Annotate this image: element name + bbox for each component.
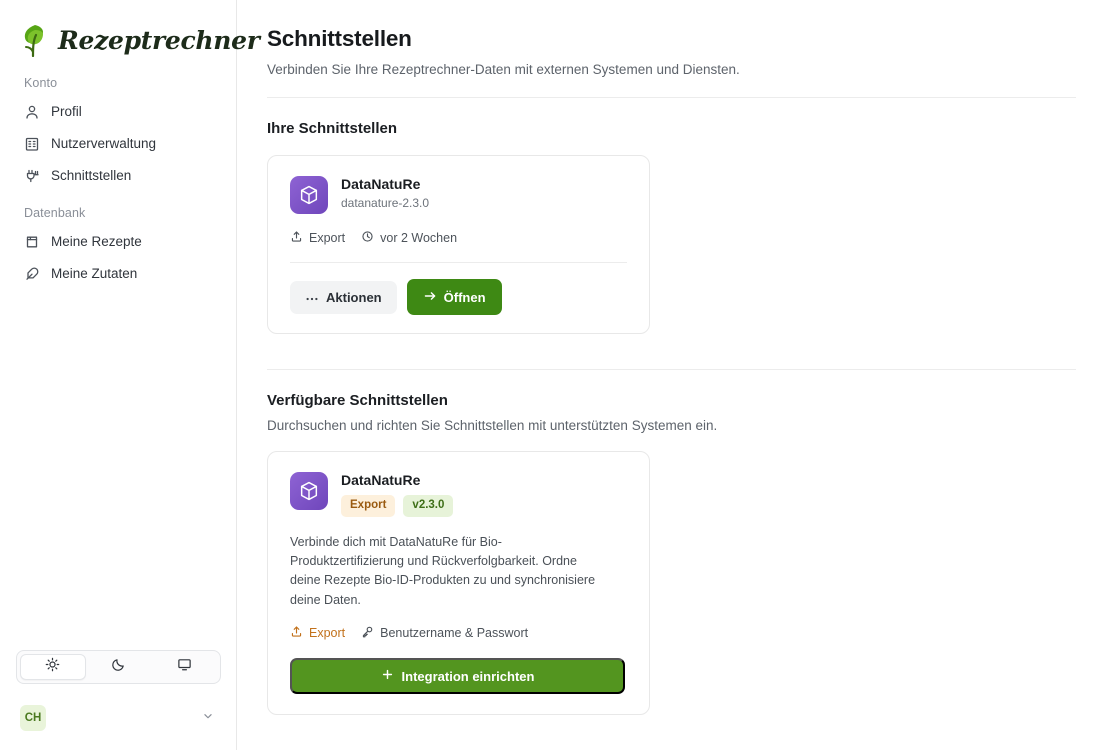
sidebar [0, 0, 260, 750]
available-section-title: Verfügbare Schnittstellen [267, 392, 448, 409]
leaf-logo-icon [20, 23, 50, 57]
sidebar-item-label: Nutzerverwaltung [51, 136, 157, 151]
header-divider [267, 97, 1076, 98]
sidebar-item-label: Meine Zutaten [51, 266, 138, 281]
meta-export-label: Export [309, 626, 346, 641]
sidebar-item-nutzerverwaltung[interactable] [0, 128, 236, 160]
installed-section-title: Ihre Schnittstellen [267, 120, 398, 137]
card-actions [290, 279, 627, 315]
ellipsis-icon [305, 291, 319, 304]
meta-auth [361, 625, 528, 641]
theme-option-system[interactable] [151, 654, 217, 680]
integration-version: datanature-2.3.0 [341, 196, 430, 210]
status-badge-version: v2.3.0 [403, 495, 453, 517]
plus-icon [381, 668, 394, 684]
installed-integration-card [267, 155, 650, 334]
sidebar-item-meine-rezepte[interactable] [0, 226, 236, 258]
cube-icon [290, 472, 328, 510]
arrow-right-icon [423, 289, 437, 305]
meta-export [290, 230, 345, 246]
sidebar-item-label: Schnittstellen [51, 168, 132, 183]
page-subtitle: Verbinden Sie Ihre Rezeptrechner-Daten mit externen Systemen und Diensten. [267, 62, 740, 77]
meta-export [290, 625, 345, 641]
integration-name: DataNatuRe [341, 176, 421, 192]
sidebar-item-label: Profil [51, 104, 82, 119]
main-content [237, 0, 1106, 750]
building-icon [24, 136, 40, 152]
sidebar-item-meine-zutaten[interactable] [0, 258, 236, 290]
theme-switcher[interactable] [16, 650, 221, 684]
card-divider [290, 262, 627, 263]
cube-icon [290, 176, 328, 214]
sidebar-section-datenbank-title: Datenbank [24, 206, 86, 220]
book-icon [24, 234, 40, 250]
sidebar-section-konto-title: Konto [24, 76, 58, 90]
page-title: Schnittstellen [267, 26, 412, 51]
brand[interactable] [0, 0, 260, 62]
chevron-down-icon [201, 709, 215, 728]
meta-updated-label: vor 2 Wochen [380, 231, 458, 245]
moon-icon [111, 657, 126, 677]
user-menu[interactable] [14, 700, 223, 736]
theme-option-light[interactable] [20, 654, 86, 680]
sidebar-item-profil[interactable] [0, 96, 236, 128]
monitor-icon [177, 657, 192, 677]
meta-export-label: Export [309, 231, 346, 245]
section-divider [267, 369, 1076, 370]
card-header [290, 176, 627, 214]
meta-updated [361, 230, 457, 246]
actions-button-label: Aktionen [326, 289, 382, 305]
available-meta-row [290, 625, 627, 641]
available-section-subtitle: Durchsuchen und richten Sie Schnittstellen mit unterstützten Systemen ein. [267, 418, 718, 433]
integration-name: DataNatuRe [341, 472, 421, 488]
plug-icon [24, 168, 40, 184]
setup-integration-button[interactable] [290, 658, 625, 694]
open-button[interactable] [407, 279, 502, 315]
card-header [290, 472, 627, 517]
upload-icon [290, 625, 303, 641]
brand-name: Rezeptrechner [58, 25, 260, 55]
tag-row [341, 495, 453, 517]
available-integration-card [267, 451, 650, 715]
meta-auth-label: Benutzername & Passwort [380, 626, 529, 641]
installed-meta-row [290, 230, 627, 246]
actions-button[interactable] [290, 281, 397, 314]
sidebar-item-label: Meine Rezepte [51, 234, 142, 249]
open-button-label: Öffnen [443, 289, 486, 305]
clock-icon [361, 230, 374, 246]
avatar: CH [20, 705, 46, 731]
setup-integration-label: Integration einrichten [401, 668, 535, 684]
sun-icon [45, 657, 60, 677]
theme-option-dark[interactable] [86, 654, 152, 680]
integration-description: Verbinde dich mit DataNatuRe für Bio-Produktzertifizierung und Rückverfolgbarkeit. Ordne deine Rezepte Bio-ID-Produkten zu und synchronisiere deine Daten. [290, 534, 596, 607]
status-badge-export: Export [341, 495, 395, 517]
key-icon [361, 625, 374, 641]
user-icon [24, 104, 40, 120]
feather-icon [24, 266, 40, 282]
upload-icon [290, 230, 303, 246]
sidebar-item-schnittstellen[interactable] [0, 160, 236, 192]
